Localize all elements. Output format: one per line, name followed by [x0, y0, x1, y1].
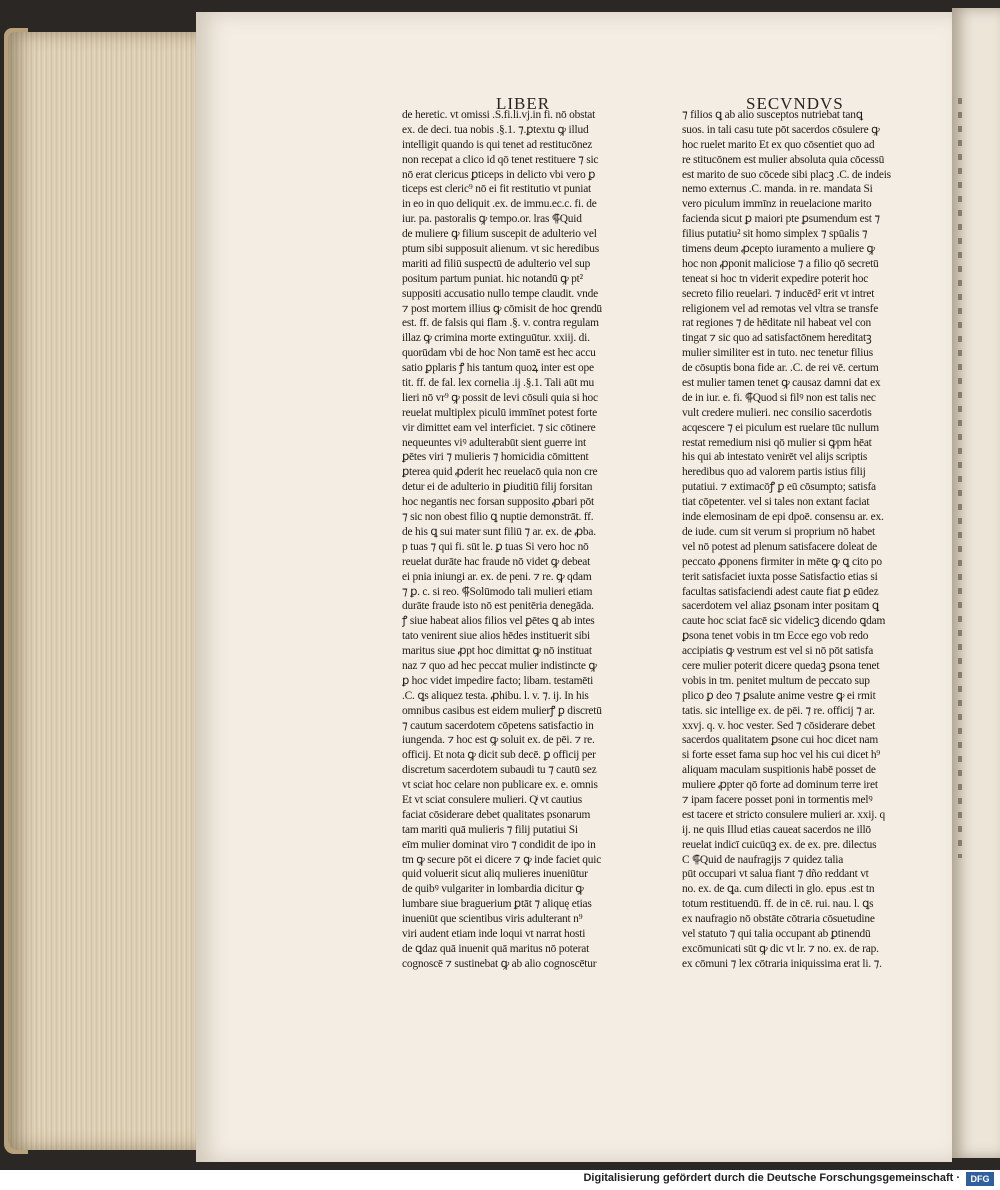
text-line: vt sciat hoc celare non publicare ex. e. omnis [402, 779, 598, 792]
text-line: timens deum ꝓcepto iuramento a muliere ꝙ [682, 243, 875, 256]
text-line: vel nō potest ad plenum satisfacere doleat de [682, 540, 878, 553]
running-head-left: LIBER [496, 94, 551, 113]
text-line: de heretic. vt omissi .S.fi.li.vj.in fi. nō obstat [402, 109, 596, 121]
text-line: ⁊ filios ꝗ ab alio susceptos nutriebat tanꝗ [682, 109, 863, 121]
text-line: est mulier tamen tenet ꝙ causaz damni dat ex [682, 377, 881, 390]
text-line: tit. ff. de fal. lex cornelia .ij .§.1. Tali aūt mu [402, 377, 594, 390]
text-line: sacerdos qualitatem ꝑsone cui hoc dicet nam [682, 734, 878, 747]
text-line: tato venirent siue alios hēdes instituerit sibi [402, 630, 591, 643]
text-line: inde elemosinam de epi dpoē. consensu ar. ex. [682, 511, 884, 524]
text-line: est. ff. de falsis qui flam .§. v. contra regulam [402, 317, 599, 330]
text-line: officij. Et nota ꝙ dicit sub decē. ꝑ officij per [402, 749, 596, 762]
text-line: est tacere et stricto consulere mulieri ar. xxij. q [682, 808, 885, 821]
text-line: muliere ꝓpter qō forte ad dominum terre iret [682, 779, 878, 792]
text-line: intelligit quando is qui tenet ad restitucōnez [402, 138, 593, 151]
text-line: de iude. cum sit verum si proprium nō habet [682, 525, 875, 538]
text-line: rat regiones ⁊ de hēditate nil habeat vel con [682, 317, 871, 330]
text-line: teneat si hoc tn viderit expedire poterit hoc [682, 272, 869, 285]
text-line: re stitucōnem est mulier absoluta quia cōcessū [682, 153, 885, 166]
text-line: discretum sacerdotem subaudi tu ⁊ cautū sez [402, 764, 597, 777]
text-line: inueniūt que scientibus viris adulterant n⁹ [402, 913, 583, 926]
text-column-right [682, 108, 907, 972]
text-line: his qui ab intestato venirēt vel alijs scriptis [682, 451, 868, 464]
footer-credit: Digitalisierung gefördert durch die Deutsche Forschungsgemeinschaft · [583, 1172, 960, 1184]
text-line: heredibus quo ad valorem partis istius filij [682, 466, 866, 479]
text-line: facultas satisfaciendi adest caute fiat ꝑ eūdez [682, 585, 879, 598]
text-line: positum partum puniat. hic notandū ꝙ pt² [402, 272, 583, 285]
text-line: peccato ꝓponens firmiter in mēte ꝙ ꝗ cito po [682, 555, 882, 568]
text-line: in eo in quo deliquit .ex. de immu.ec.c. fi. de [402, 198, 597, 211]
text-line: ⁊ ꝑ. c. si reo. ⸿Solūmodo tali mulieri etiam [402, 585, 593, 598]
text-line: maritus siue ꝓpt hoc dimittat ꝙ nō instituat [402, 645, 592, 658]
text-line: mulier similiter est in tuto. nec tenetur filius [682, 347, 873, 360]
text-line: hoc non ꝓponit maliciose ⁊ a filio qō secretū [682, 257, 879, 270]
text-line: de ꝗdaz quā inuenit quā maritus nō poterat [402, 942, 590, 955]
text-line: tingat ⁊ sic quo ad satisfactōnem hereditatꝫ [682, 332, 872, 345]
text-line: .C. ꝗs aliquez testa. ꝓhibu. l. v. ⁊. ij. In his [402, 689, 589, 702]
text-line: ⁊ sic non obest filio ꝗ nuptie demonstrāt. ff. [402, 511, 594, 524]
text-line: iur. pa. pastoralis ꝙ tempo.or. lras ⸿Quid [402, 213, 582, 226]
text-line: vult credere mulieri. nec consilio sacerdotis [682, 406, 872, 419]
text-line: nō erat clericus ꝑticeps in delicto vbi vero ꝑ [402, 168, 596, 181]
text-line: plico ꝑ deo ⁊ ꝑsalute anime vestre ꝙ ei rmit [682, 689, 876, 702]
text-line: p tuas ⁊ qui fi. sūt le. ꝑ tuas Si vero hoc nō [402, 540, 589, 553]
text-line: suppositi accusatio nullo tempe claudit. vnde [402, 287, 598, 300]
text-line: reuelat durāte hac fraude nō videt ꝙ debeat [402, 555, 591, 568]
text-line: iungenda. ⁊ hoc est ꝙ soluit ex. de pēi. ⁊ re. [402, 734, 595, 747]
text-line: caute hoc sciat facē sic videlicꝫ dicendo ꝗdam [682, 615, 886, 628]
text-line: ei pnia iniungi ar. ex. de peni. ⁊ re. ꝙ qdam [402, 570, 592, 583]
text-line: ꝑsona tenet vobis in tm Ecce ego vob redo [682, 630, 869, 643]
text-line: hoc negantis nec forsan supposito ꝓbari pōt [402, 496, 594, 509]
text-line: quorūdam vbi de hoc Non tamē est hec accu [402, 347, 596, 360]
text-line: ꝑētes viri ⁊ mulieris ⁊ homicidia cōmittent [402, 451, 589, 464]
text-line: tam mariti quā mulieris ⁊ filij putatiui Si [402, 823, 578, 836]
text-line: terit satisfaciet iuxta posse Satisfactio etias si [682, 570, 878, 583]
text-line: putatiui. ⁊ extimacōꝭ ꝑ eū cōsumpto; satisfa [682, 481, 876, 494]
text-line: ptum sibi supposuit alienum. vt sic heredibus [402, 243, 599, 256]
text-line: ⁊ ipam facere posset poni in tormentis melꝰ [682, 793, 873, 806]
text-line: tiat cōpetenter. vel si tales non extant faciat [682, 496, 870, 509]
text-line: mariti ad filiū suspectū de adulterio vel sup [402, 257, 591, 270]
text-line: accipiatis ꝙ vestrum est vel si nō pōt satisfa [682, 645, 874, 658]
text-line: excōmunicati sūt ꝙ dic vt lr. ⁊ no. ex. de rap. [682, 942, 879, 955]
text-line: durāte fraude isto nō est penitēria denegāda. [402, 600, 594, 613]
text-line: filius putatiu² sit homo simplex ⁊ spūalis ⁊ [682, 228, 868, 241]
text-line: vobis in tm. penitet multum de peccato sup [682, 674, 870, 687]
text-line: naz ⁊ quo ad hec peccat mulier indistincte ꝙ [402, 659, 597, 672]
text-line: tm ꝙ secure pōt ei dicere ⁊ ꝙ inde faciet quic [402, 853, 602, 866]
text-line: illaz ꝙ crimina morte extinguūtur. xxiij. di. [402, 332, 590, 345]
text-line: tatis. sic intellige ex. de pēi. ⁊ re. officij ⁊ ar. [682, 704, 875, 717]
text-line: ꝑ hoc videt impedire facto; libam. testamēti [402, 674, 594, 687]
text-line: ex cōmuni ⁊ lex cōtraria iniquissima erat li. ⁊. [682, 957, 882, 970]
text-line: lieri nō vr⁹ ꝙ possit de levi cōsuli quia si hoc [402, 391, 598, 404]
text-line: cere mulier poterit dicere quedaꝫ ꝑsona tenet [682, 659, 880, 672]
text-line: facienda sicut ꝑ maiori pte ꝑsumendum est ⁊ [682, 213, 880, 226]
text-line: de muliere ꝙ filium suscepit de adulterio vel [402, 228, 597, 241]
text-line: nemo externus .C. manda. in re. mandata Si [682, 183, 873, 196]
text-line: viri audent etiam inde loqui vt narrat hosti [402, 927, 586, 940]
text-line: ticeps est cleric⁹ nō ei fit restitutio vt puniat [402, 183, 592, 196]
text-line: ex. de deci. tua nobis .§.1. ⁊.ꝑtextu ꝙ illud [402, 123, 589, 136]
text-line: de his ꝗ sui mater sunt filiū ⁊ ar. ex. de ꝓba. [402, 525, 596, 538]
text-line: no. ex. de ꝗa. cum dilecti in glo. epus .est tn [682, 883, 875, 896]
dfg-logo: DFG [966, 1172, 994, 1186]
running-head-right: SECVNDVS [746, 94, 844, 113]
text-line: cognoscē ⁊ sustinebat ꝙ ab alio cognoscētur [402, 957, 597, 970]
text-line: reuelat multiplex piculū immīnet potest forte [402, 406, 598, 419]
text-line: si forte esset fama sup hoc vel his cui dicet h⁹ [682, 749, 881, 762]
book-page-stack [8, 32, 198, 1150]
text-line: xxvj. q. v. hoc vester. Sed ⁊ cōsiderare debet [682, 719, 876, 732]
text-line: eīm mulier dominat viro ⁊ condidit de ipo in [402, 838, 596, 851]
text-line: ⁊ post mortem illius ꝙ cōmisit de hoc ꝗrendū [402, 302, 602, 315]
text-line: de in iur. e. fi. ⸿Quod si filꝰ non est talis nec [682, 391, 876, 404]
next-page-edge [952, 8, 1000, 1158]
text-line: faciat cōsiderare debet qualitates psonarum [402, 808, 591, 821]
text-line: ꝭ siue habeat alios filios vel ꝑētes ꝗ ab intes [402, 615, 595, 628]
text-line: aliquam maculam suspitionis habē posset de [682, 764, 876, 777]
text-line: ⁊ cautum sacerdotem cōpetens satisfactio in [402, 719, 594, 732]
text-line: C ⸿Quid de naufragijs ⁊ quidez talia [682, 853, 844, 866]
text-line: vero piculum immīnz in reuelacione marito [682, 198, 872, 211]
text-line: detur ei de adulterio in ꝑiuditiū filij forsitan [402, 481, 593, 494]
text-line: de cōsuptis bona fide ar. .C. de rei vē. certum [682, 362, 879, 375]
text-line: vir dimittet eam vel interficiet. ⁊ sic cōtinere [402, 421, 596, 434]
text-line: de quibꝰ vulgariter in lombardia dicitur ꝙ [402, 883, 584, 896]
text-line: sacerdotem vel aliaz ꝑsonam inter positam ꝗ [682, 600, 879, 613]
text-line: ex naufragio nō obstāte cōtraria cōsuetudine [682, 913, 875, 926]
text-line: religionem vel ad remotas vel vltra se transfe [682, 302, 879, 315]
text-line: totum restituendū. ff. de in cē. rui. nau. l. ꝗs [682, 898, 874, 911]
text-line: ij. ne quis Illud etias caueat sacerdos ne illō [682, 823, 871, 836]
text-line: quid voluerit sicut aliq mulieres inueniūtur [402, 868, 588, 881]
text-line: reuelat indicī cuicūqꝫ ex. de ex. pre. dilectus [682, 838, 877, 851]
text-column-left [402, 108, 632, 972]
text-bleed-strip [958, 98, 962, 858]
text-line: est marito de suo cōcede sibi placꝫ .C. de indeis [682, 168, 891, 181]
text-line: Et vt sciat consulere mulieri. Qͥ vt cautius [402, 793, 582, 806]
text-line: hoc ruelet marito Et ex quo cōsentiet quo ad [682, 138, 875, 151]
text-line: acqescere ⁊ ei piculum est ruelare tūc nullum [682, 421, 879, 434]
text-line: secreto filio reuelari. ⁊ inducēd² erit vt intret [682, 287, 875, 300]
text-line: nequeuntes viꝰ adulterabūt sient guerre int [402, 436, 586, 449]
text-line: ꝑterea quid ꝓderit hec reuelacō quia non cre [402, 466, 598, 479]
text-line: restat remedium nisi qō mulier si ꝙpm hēat [682, 436, 872, 449]
text-line: suos. in tali casu tute pōt sacerdos cōsulere ꝙ [682, 123, 880, 136]
text-line: pūt occupari vt salua fiant ⁊ dño reddant vt [682, 868, 869, 881]
text-line: lumbare siue braguerium ꝑtāt ⁊ aliquę etias [402, 898, 592, 911]
text-line: vel statuto ⁊ qui talia occupant ab ꝑtinendū [682, 927, 871, 940]
text-line: omnibus casibus est eidem mulierꝭ ꝑ discretū [402, 704, 602, 717]
text-line: satio ꝑplaris ꝭ his tantum quoꝝ inter est ope [402, 362, 594, 375]
text-line: non recepat a clico id qō tenet restituere ⁊ sic [402, 153, 599, 166]
